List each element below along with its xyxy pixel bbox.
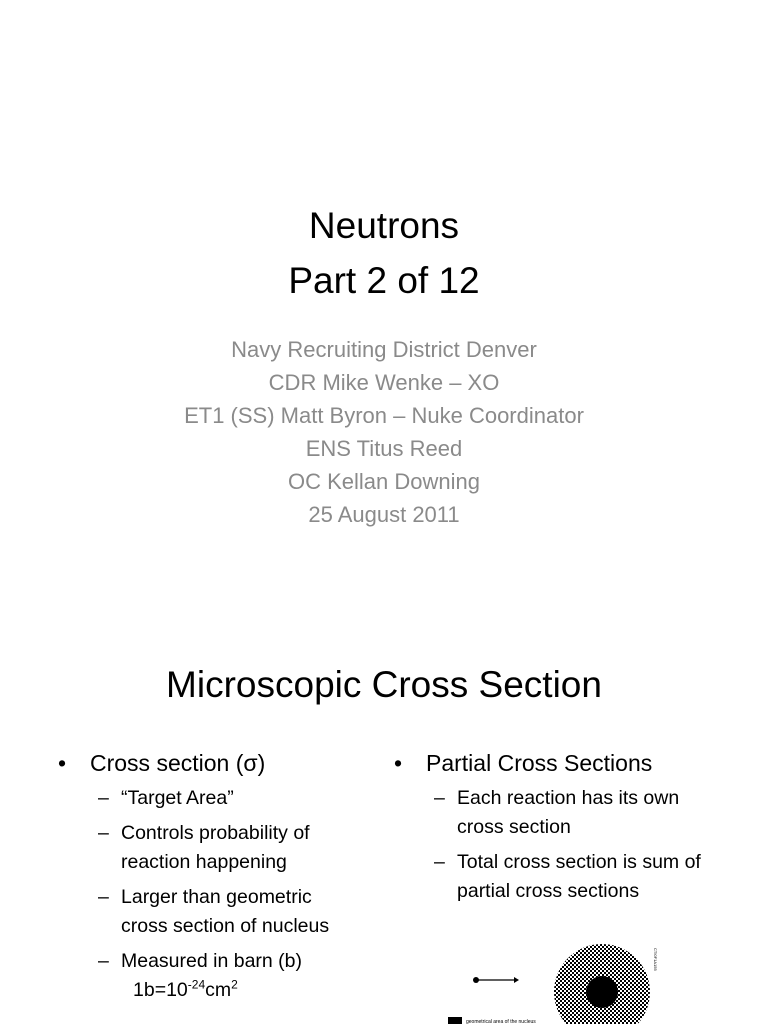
bullet-item	[58, 746, 358, 780]
slide2-title: Microscopic Cross Section	[166, 664, 602, 705]
dash-glyph: –	[98, 787, 109, 809]
subtitle-line: ET1 (SS) Matt Byron – Nuke Coordinator	[184, 403, 584, 428]
bullet-glyph: •	[394, 750, 403, 776]
content-slide	[0, 576, 768, 1024]
right-column	[394, 746, 724, 912]
subtitle-line: CDR Mike Wenke – XO	[268, 370, 500, 395]
bullet-text: Partial Cross Sections	[426, 750, 653, 776]
title-line-2: Part 2 of 12	[288, 260, 480, 301]
nucleus-circle	[586, 976, 618, 1008]
formula-unit: cm	[205, 979, 232, 1001]
sub-item-text: “Target Area”	[121, 787, 234, 809]
sub-item	[434, 848, 724, 906]
dash-glyph: –	[98, 822, 109, 844]
sub-item	[98, 947, 358, 1005]
dash-glyph: –	[434, 851, 445, 873]
sub-item	[434, 784, 724, 842]
slide-title	[0, 198, 768, 308]
dash-glyph: –	[434, 787, 445, 809]
formula-exponent: -24	[187, 977, 206, 992]
subtitle-line: OC Kellan Downing	[288, 469, 480, 494]
legend-swatch	[448, 1017, 462, 1024]
barn-label: Measured in barn (b)	[121, 950, 303, 972]
dash-glyph: –	[98, 950, 109, 972]
sub-item-text: Total cross section is sum of partial cross sections	[457, 851, 701, 902]
slide-subtitle	[0, 333, 768, 531]
neutron-arrow	[473, 977, 519, 983]
title-line-1: Neutrons	[308, 205, 460, 246]
subtitle-line: ENS Titus Reed	[305, 436, 463, 461]
sub-item	[98, 819, 358, 877]
sub-item	[98, 784, 358, 813]
sub-item-text: Each reaction has its own cross section	[457, 787, 680, 838]
sub-item-text	[121, 947, 302, 1005]
bullet-glyph: •	[58, 750, 67, 776]
cross-section-diagram	[444, 944, 674, 1024]
formula-base: 1b=10	[133, 979, 188, 1001]
subtitle-line: 25 August 2011	[308, 502, 460, 527]
figure-code: CTI0F1A155	[653, 948, 658, 971]
left-column	[58, 746, 358, 1011]
bullet-text: Cross section (σ)	[90, 750, 266, 776]
bullet-item	[394, 746, 724, 780]
dash-glyph: –	[98, 886, 109, 908]
subtitle-line: Navy Recruiting District Denver	[231, 337, 537, 362]
sub-item-text: Controls probability of reaction happening	[121, 822, 310, 873]
formula-unit-exponent: 2	[231, 977, 238, 992]
sub-item	[98, 883, 358, 941]
barn-formula	[121, 976, 302, 1005]
sub-item-text: Larger than geometric cross section of nucleus	[121, 886, 330, 937]
figure-legend: geometrical area of the nucleus	[466, 1019, 536, 1024]
